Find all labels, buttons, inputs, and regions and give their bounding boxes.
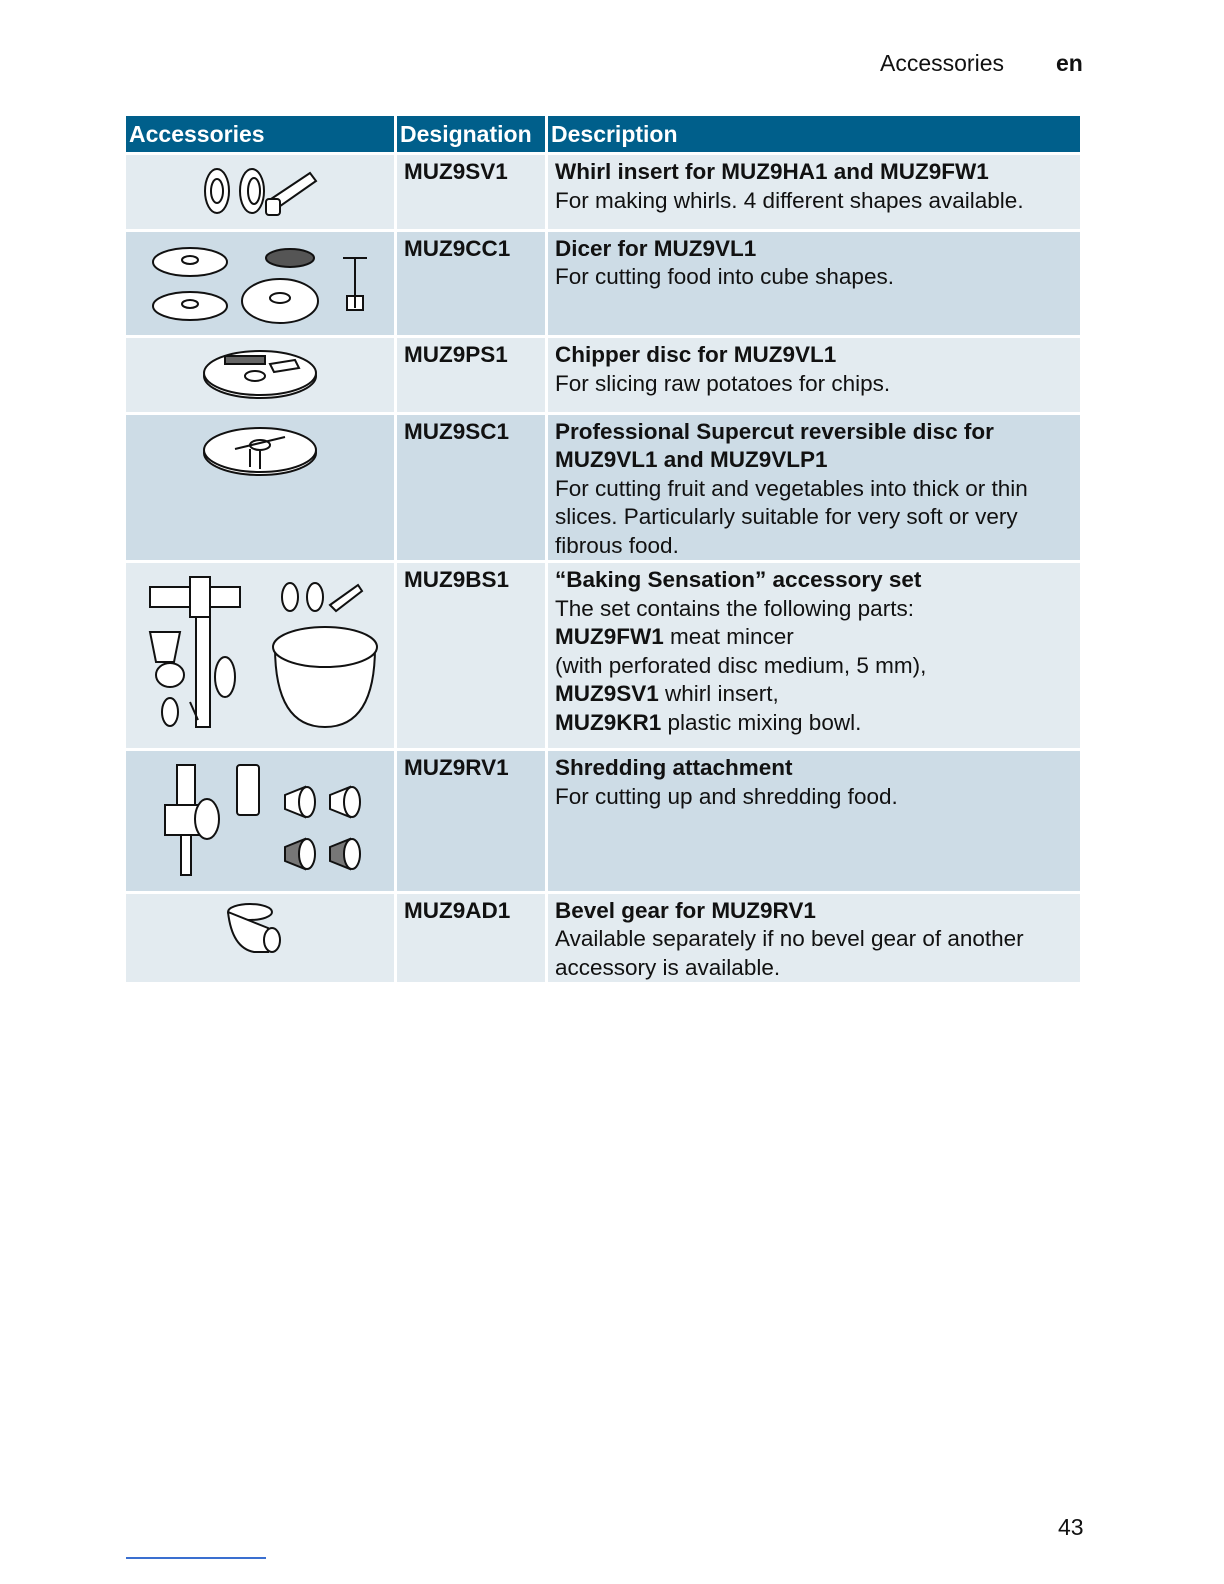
description-text: For making whirls. 4 different shapes available.: [555, 187, 1024, 213]
table-row: [126, 232, 1080, 336]
accessory-image-shredding-attachment: [126, 751, 394, 891]
part-code: MUZ9SV1: [555, 681, 659, 706]
description-text: The set contains the following parts:: [555, 595, 914, 621]
running-header-language: en: [1056, 50, 1083, 76]
description-title: Shredding attachment: [555, 755, 793, 780]
table-row: [126, 563, 1080, 748]
description-text: Available separately if no bevel gear of another accessory is available.: [555, 926, 1024, 980]
accessory-image-dicer: [126, 232, 394, 336]
table-row: [126, 155, 1080, 229]
description-text: For slicing raw potatoes for chips.: [555, 370, 891, 396]
designation: MUZ9RV1: [397, 751, 545, 891]
accessory-image-bevel-gear: [126, 894, 394, 983]
table-row: [126, 751, 1080, 891]
accessory-image-baking-sensation-set: [126, 563, 394, 748]
designation: MUZ9PS1: [397, 338, 545, 412]
accessories-table: [123, 113, 1083, 985]
part-code: MUZ9KR1: [555, 709, 662, 735]
description: [548, 415, 1080, 561]
part-line: [555, 652, 1074, 681]
part-text: plastic mixing bowl.: [661, 709, 862, 735]
footer-rule: [126, 1557, 266, 1559]
table-row: [126, 894, 1080, 983]
description: [548, 232, 1080, 336]
description-text: For cutting up and shredding food.: [555, 783, 898, 809]
designation: MUZ9SC1: [397, 415, 545, 561]
description: [548, 338, 1080, 412]
part-code: MUZ9FW1: [555, 624, 664, 649]
part-text: (with perforated disc medium, 5 mm),: [555, 652, 927, 678]
description: [548, 563, 1080, 748]
part-line: [555, 680, 1074, 709]
description-title: Whirl insert for MUZ9HA1 and MUZ9FW1: [555, 159, 989, 184]
description: [548, 155, 1080, 229]
description-title: “Baking Sensation” accessory set: [555, 567, 922, 592]
table-row: [126, 415, 1080, 561]
column-header-accessories: Accessories: [126, 116, 394, 152]
page-number: 43: [1058, 1514, 1084, 1540]
accessory-image-supercut-disc: [126, 415, 394, 561]
description-title: Bevel gear for MUZ9RV1: [555, 897, 816, 923]
column-header-designation: Designation: [397, 116, 545, 152]
designation: MUZ9BS1: [397, 563, 545, 748]
table-row: [126, 338, 1080, 412]
description-title: Chipper disc for MUZ9VL1: [555, 342, 837, 367]
column-header-description: Description: [548, 116, 1080, 152]
description-text: For cutting food into cube shapes.: [555, 264, 894, 289]
description-title: Dicer for MUZ9VL1: [555, 235, 757, 261]
designation: MUZ9SV1: [397, 155, 545, 229]
running-header-section: Accessories: [880, 50, 1004, 76]
description-text: For cutting fruit and vegetables into thick or thin slices. Particularly suitable for very soft or very fibrous food.: [555, 475, 1028, 558]
table-header-row: [126, 116, 1080, 152]
description-title: Professional Supercut reversible disc for MUZ9VL1 and MUZ9VLP1: [555, 418, 994, 472]
part-text: meat mincer: [663, 624, 794, 649]
accessory-image-whirl-insert: [126, 155, 394, 229]
accessory-image-chipper-disc: [126, 338, 394, 412]
designation: MUZ9CC1: [397, 232, 545, 336]
part-line: [555, 623, 1074, 652]
description: [548, 894, 1080, 983]
designation: MUZ9AD1: [397, 894, 545, 983]
part-text: whirl insert,: [658, 681, 779, 706]
part-line: [555, 709, 1074, 738]
description: [548, 751, 1080, 891]
